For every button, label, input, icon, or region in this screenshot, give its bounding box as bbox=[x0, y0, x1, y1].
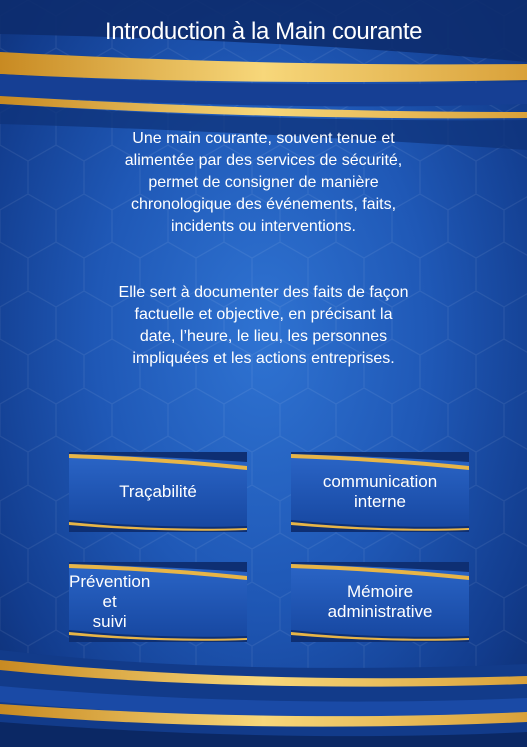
page-title: Introduction à la Main courante bbox=[104, 18, 423, 45]
intro-paragraph: Une main courante, souvent tenue et alimentée par des services de sécurité, permet de consigner de manière chronologique des événements, faits, incidents ou interventions. bbox=[124, 130, 403, 235]
card-label: communication interne bbox=[322, 472, 438, 511]
card-memoire-administrative bbox=[291, 562, 469, 642]
card-communication-interne bbox=[291, 452, 469, 532]
card-prevention-suivi bbox=[69, 562, 247, 642]
card-label: Traçabilité bbox=[119, 482, 197, 501]
card-label: Mémoire administrative bbox=[327, 582, 433, 621]
card-label: Prévention et suivi bbox=[69, 572, 151, 631]
card-tracabilite bbox=[69, 452, 247, 532]
purpose-paragraph: Elle sert à documenter des faits de façon factuelle et objective, en précisant la date, l’heure, le lieu, les personnes impliquées et les actions entreprises. bbox=[118, 284, 409, 367]
